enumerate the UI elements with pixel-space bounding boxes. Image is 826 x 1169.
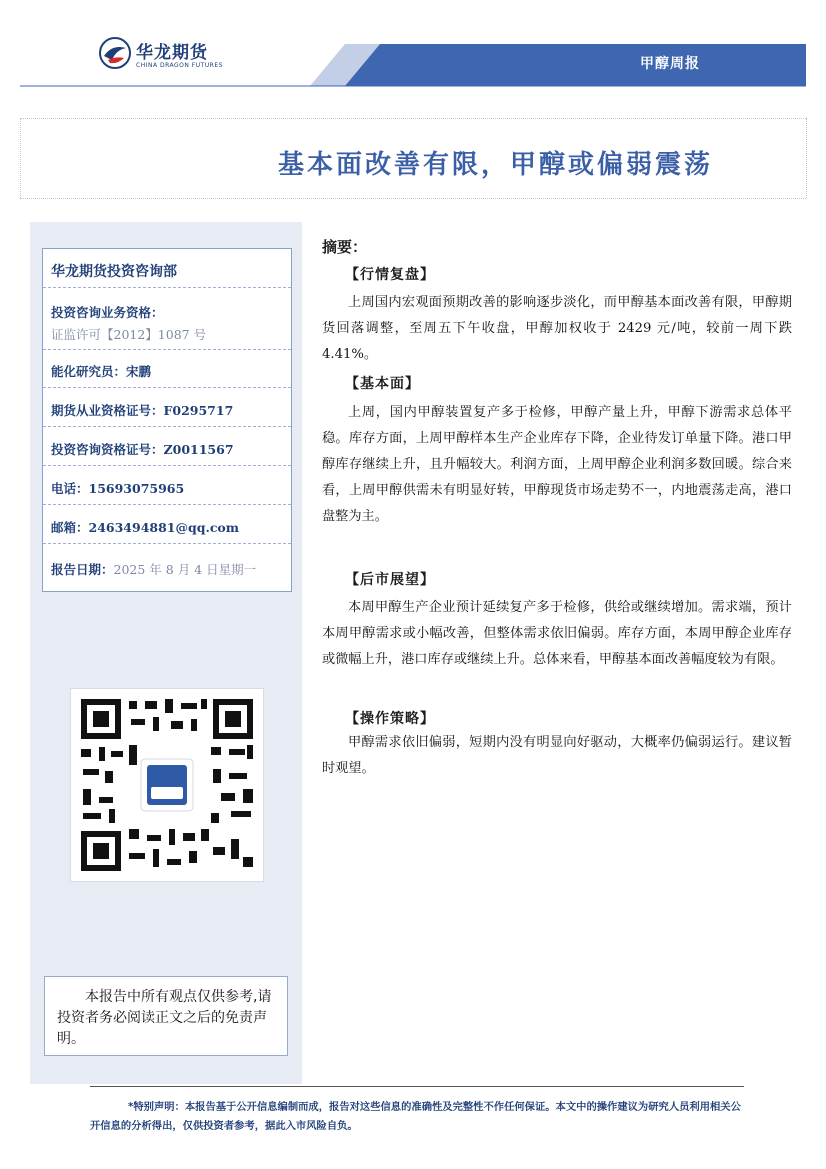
footer-divider — [90, 1086, 744, 1087]
footer-notice: *特别声明：本报告基于公开信息编制而成，报告对这些信息的准确性及完整性不作任何保证。本文中的操作建议为研究人员利用相关公开信息的分析得出，仅供投资者参考，据此入市风险自负。 — [90, 1101, 741, 1132]
researcher-label: 能化研究员： — [51, 364, 127, 379]
title-frame-top — [20, 118, 806, 119]
logo-text-cn: 华龙期货 — [136, 43, 208, 63]
section-heading-strategy: 【操作策略】 — [345, 711, 435, 727]
analyst-info-box — [42, 248, 292, 592]
title-frame-left — [20, 118, 21, 198]
section-heading-outlook: 【后市展望】 — [345, 572, 435, 588]
header-banner — [0, 40, 826, 88]
qualification-value: 证监许可【2012】1087 号 — [51, 327, 207, 342]
section-text-strategy: 甲醇需求依旧偏弱，短期内没有明显向好驱动，大概率仍偏弱运行。建议暂时观望。 — [322, 735, 792, 776]
page-title: 基本面改善有限，甲醇或偏弱震荡 — [278, 150, 714, 180]
title-frame-bottom — [20, 198, 806, 199]
title-frame-right — [806, 118, 807, 198]
info-row-consult-cert — [43, 426, 291, 466]
info-row-email — [43, 504, 291, 544]
phone-label: 电话： — [51, 481, 89, 496]
date-label: 报告日期： — [51, 562, 114, 577]
section-text-fundamentals: 上周，国内甲醇装置复产多于检修，甲醇产量上升，甲醇下游需求总体平稳。库存方面，上周甲醇样本生产企业库存下降，企业待发订单量下降。港口甲醇库存继续上升，且升幅较大。利润方面，上周甲醇企业利润多数回暖。综合来看，上周甲醇供需未有明显好转，甲醇现货市场走势不一，内地震荡走高，港口盘整为主。 — [322, 405, 792, 524]
email-label: 邮箱： — [51, 520, 89, 535]
futures-cert-value: F0295717 — [163, 403, 234, 418]
info-row-futures-cert — [43, 387, 291, 427]
dept-name: 华龙期货投资咨询部 — [51, 264, 177, 280]
qr-code-image — [70, 688, 264, 882]
info-row-phone — [43, 465, 291, 505]
section-text-market-review: 上周国内宏观面预期改善的影响逐步淡化，而甲醇基本面改善有限，甲醇期货回落调整，至周五下午收盘，甲醇加权收于 2429 元/吨，较前一周下跌 4.41%。 — [322, 295, 792, 362]
phone-value: 15693075965 — [88, 481, 185, 496]
consult-cert-value: Z0011567 — [163, 442, 234, 457]
futures-cert-label: 期货从业资格证号： — [51, 403, 164, 418]
section-text-outlook: 本周甲醇生产企业预计延续复产多于检修，供给或继续增加。需求端，预计本周甲醇需求或小幅改善，但整体需求依旧偏弱。库存方面，本周甲醇企业库存或微幅上升，港口库存或继续上升。总体来看，甲醇基本面改善幅度较为有限。 — [322, 600, 792, 667]
disclaimer-text: 本报告中所有观点仅供参考,请投资者务必阅读正文之后的免责声明。 — [57, 989, 272, 1047]
info-row-qualification — [43, 287, 291, 350]
section-heading-market-review: 【行情复盘】 — [345, 267, 435, 283]
researcher-name: 宋鹏 — [126, 364, 152, 379]
abstract-label: 摘要： — [322, 238, 368, 256]
info-row-date — [43, 543, 291, 591]
info-row-dept — [43, 249, 291, 288]
section-heading-fundamentals: 【基本面】 — [345, 376, 420, 392]
logo-text-en: CHINA DRAGON FUTURES — [136, 62, 223, 69]
info-row-researcher — [43, 349, 291, 388]
disclaimer-box — [44, 976, 288, 1056]
report-type: 甲醇周报 — [640, 56, 700, 72]
consult-cert-label: 投资咨询资格证号： — [51, 442, 164, 457]
date-value: 2025 年 8 月 4 日星期一 — [113, 562, 257, 577]
email-value: 2463494881@qq.com — [88, 520, 239, 535]
qualification-label: 投资咨询业务资格： — [51, 305, 164, 320]
qr-code-icon — [71, 689, 263, 881]
